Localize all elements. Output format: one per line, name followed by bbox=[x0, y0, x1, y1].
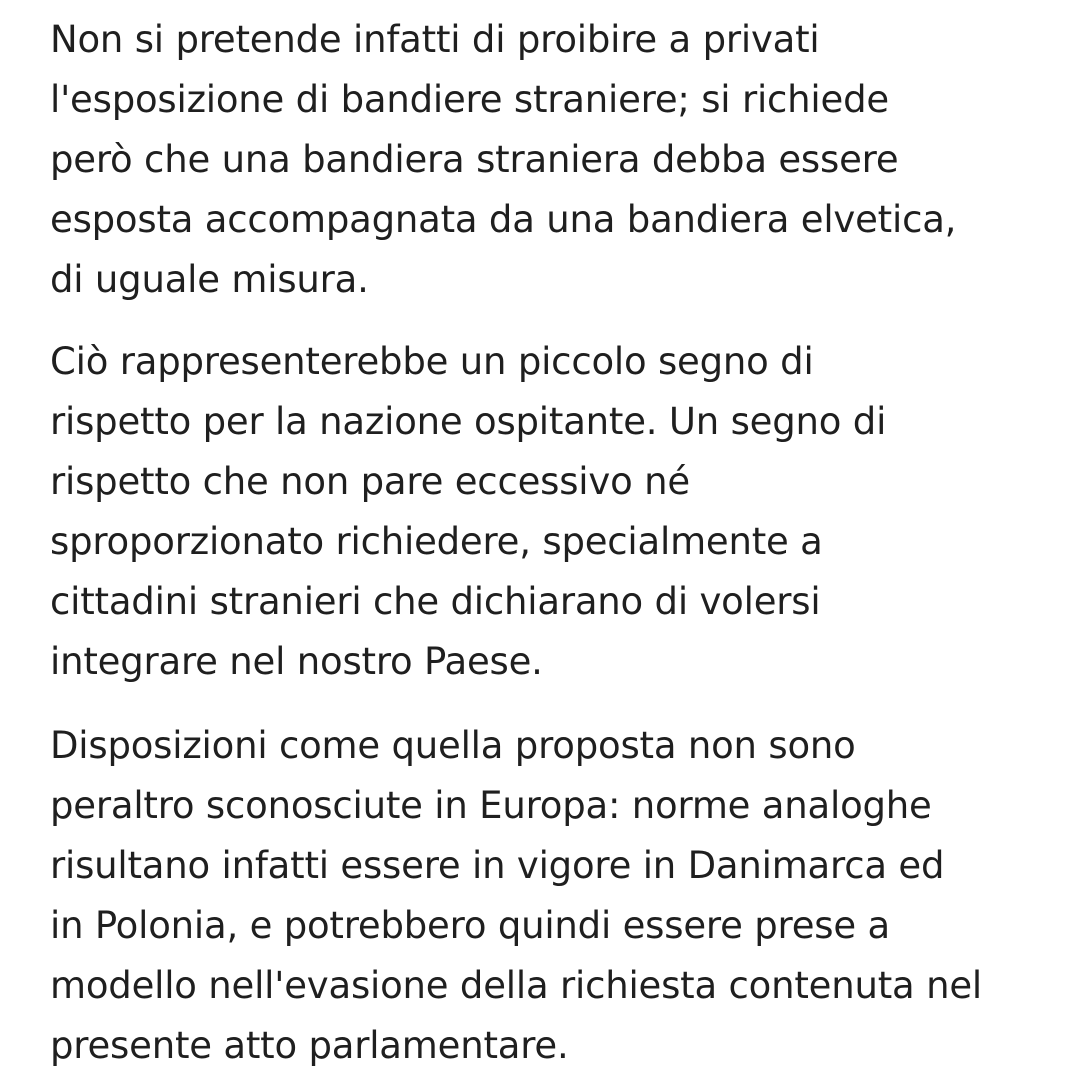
paragraph-line: modello nell'evasione della richiesta contenuta nel bbox=[50, 964, 982, 1007]
paragraph-3 bbox=[50, 716, 1060, 1076]
paragraph-line: l'esposizione di bandiere straniere; si richiede bbox=[50, 78, 889, 121]
paragraph-line: rispetto che non pare eccessivo né bbox=[50, 460, 690, 503]
paragraph-line: peraltro sconosciute in Europa: norme analoghe bbox=[50, 784, 932, 827]
paragraph-line: esposta accompagnata da una bandiera elvetica, bbox=[50, 198, 957, 241]
paragraph-line: Non si pretende infatti di proibire a privati bbox=[50, 18, 820, 61]
paragraph-line: sproporzionato richiedere, specialmente a bbox=[50, 520, 823, 563]
paragraph-line: risultano infatti essere in vigore in Danimarca ed bbox=[50, 844, 945, 887]
paragraph-line: integrare nel nostro Paese. bbox=[50, 640, 543, 683]
paragraph-line: rispetto per la nazione ospitante. Un segno di bbox=[50, 400, 887, 443]
paragraph-line: di uguale misura. bbox=[50, 258, 369, 301]
paragraph-line: in Polonia, e potrebbero quindi essere prese a bbox=[50, 904, 890, 947]
paragraph-line: cittadini stranieri che dichiarano di volersi bbox=[50, 580, 821, 623]
paragraph-line: però che una bandiera straniera debba essere bbox=[50, 138, 899, 181]
paragraph-line: Disposizioni come quella proposta non sono bbox=[50, 724, 856, 767]
paragraph-1 bbox=[50, 10, 1060, 310]
paragraph-line: Ciò rappresenterebbe un piccolo segno di bbox=[50, 340, 814, 383]
paragraph-line: presente atto parlamentare. bbox=[50, 1024, 569, 1067]
paragraph-2 bbox=[50, 332, 1060, 692]
